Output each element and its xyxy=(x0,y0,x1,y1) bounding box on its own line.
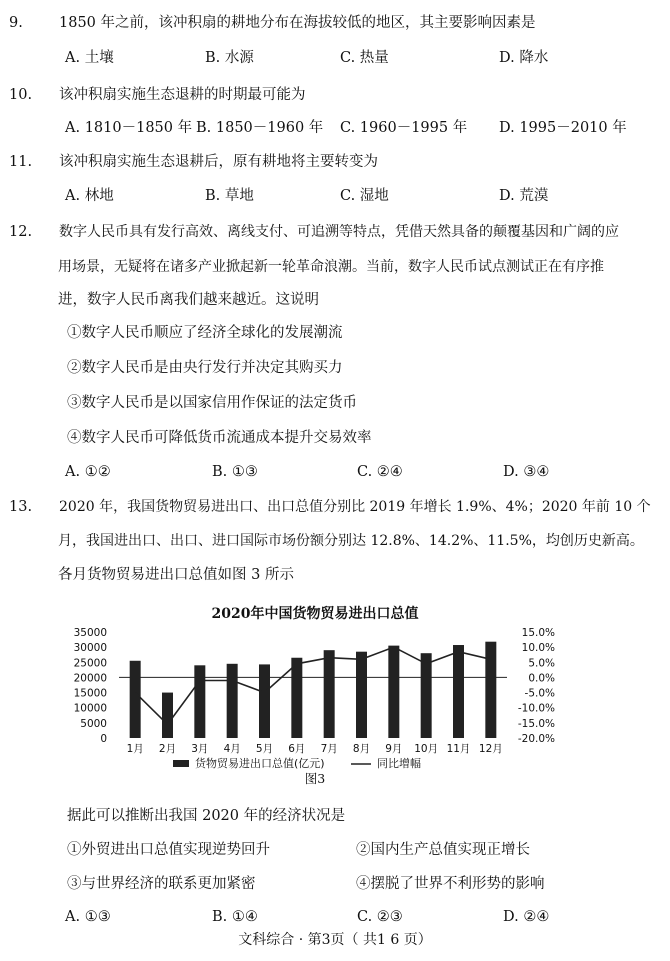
statement-3: ③与世界经济的联系更加紧密 xyxy=(67,876,256,892)
option-c: C. ②④ xyxy=(357,464,403,480)
bar-10 xyxy=(421,653,432,738)
x-tick-label: 3月 xyxy=(191,743,209,755)
option-b: B. 草地 xyxy=(205,188,254,204)
x-tick-label: 8月 xyxy=(352,743,371,755)
option-d: D. ②④ xyxy=(503,909,550,925)
x-tick-label: 9月 xyxy=(385,743,403,755)
page-footer: 文科综合 · 第3页（ 共1 6 页） xyxy=(238,932,432,948)
option-d: D. 荒漠 xyxy=(499,188,549,204)
x-tick-label: 5月 xyxy=(255,743,274,755)
x-tick-label: 10月 xyxy=(414,743,439,755)
option-c: C. 1960－1995 年 xyxy=(340,120,468,136)
trade-chart xyxy=(67,600,563,788)
x-tick-label: 11月 xyxy=(446,743,471,755)
question-10-options xyxy=(65,118,665,138)
bar-1 xyxy=(130,661,141,738)
y-left-tick: 30000 xyxy=(73,642,107,655)
x-tick-label: 6月 xyxy=(288,743,306,755)
option-a: A. 土壤 xyxy=(65,50,114,66)
option-b: B. 水源 xyxy=(205,50,254,66)
legend-bar-label: 货物贸易进出口总值(亿元) xyxy=(195,757,325,770)
y-left-tick: 10000 xyxy=(73,702,107,715)
y-left-tick: 25000 xyxy=(73,657,107,670)
question-9 xyxy=(9,13,536,33)
option-a: A. ①③ xyxy=(65,909,111,925)
question-number: 11. xyxy=(9,154,33,170)
x-tick-label: 2月 xyxy=(158,743,177,755)
line-series xyxy=(135,647,491,724)
question-text: 该冲积扇实施生态退耕的时期最可能为 xyxy=(59,87,306,103)
statement-1: ①外贸进出口总值实现逆势回升 xyxy=(67,842,270,858)
y-left-tick: 15000 xyxy=(73,687,107,700)
statement-2: ②国内生产总值实现正增长 xyxy=(356,842,530,858)
option-b: B. ①④ xyxy=(212,909,258,925)
y-right-tick: 5.0% xyxy=(528,657,555,670)
y-right-tick: 0.0% xyxy=(528,672,555,685)
bar-12 xyxy=(485,642,496,738)
question-number: 12. xyxy=(9,224,33,240)
bar-3 xyxy=(194,665,205,738)
statement-3: ③数字人民币是以国家信用作保证的法定货币 xyxy=(67,395,357,411)
trade-chart-svg xyxy=(67,600,563,788)
statement-1: ①数字人民币顺应了经济全球化的发展潮流 xyxy=(67,325,343,341)
y-right-tick: 15.0% xyxy=(521,627,555,639)
bar-7 xyxy=(324,650,335,738)
question-12-options xyxy=(65,462,665,482)
y-left-tick: 35000 xyxy=(73,627,107,639)
question-text-line-1: 2020 年，我国货物贸易进出口、出口总值分别比 2019 年增长 1.9%、4%；2020 年前 10 个 xyxy=(59,499,651,515)
question-13 xyxy=(9,497,651,517)
bar-11 xyxy=(453,645,464,738)
y-left-tick: 5000 xyxy=(80,717,107,730)
question-number: 10. xyxy=(9,87,33,103)
bar-series xyxy=(130,642,497,738)
bar-6 xyxy=(291,658,302,738)
option-c: C. 热量 xyxy=(340,50,389,66)
question-10 xyxy=(9,85,306,105)
y-right-tick: -10.0% xyxy=(517,702,555,715)
question-13-prompt: 据此可以推断出我国 2020 年的经济状况是 xyxy=(67,808,346,824)
bar-8 xyxy=(356,652,367,738)
y-right-tick: -20.0% xyxy=(517,733,555,745)
question-number: 9. xyxy=(9,15,23,31)
option-a: A. 林地 xyxy=(65,188,114,204)
question-11-options xyxy=(65,186,665,206)
y-right-tick: -15.0% xyxy=(517,717,555,730)
growth-line xyxy=(135,647,491,724)
option-c: C. ②③ xyxy=(357,909,403,925)
y-left-tick: 0 xyxy=(100,733,107,745)
option-b: B. 1850－1960 年 xyxy=(196,120,324,136)
legend-line-label: 同比增幅 xyxy=(377,757,421,770)
option-c: C. 湿地 xyxy=(340,188,389,204)
option-d: D. 1995－2010 年 xyxy=(499,120,627,136)
question-text-line-3: 各月货物贸易进出口总值如图 3 所示 xyxy=(58,567,294,583)
chart-caption: 图3 xyxy=(304,771,326,786)
question-text-line-2: 用场景，无疑将在诸多产业掀起新一轮革命浪潮。当前，数字人民币试点测试正在有序推 xyxy=(58,259,604,275)
statement-4: ④摆脱了世界不利形势的影响 xyxy=(356,876,545,892)
question-text: 该冲积扇实施生态退耕后，原有耕地将主要转变为 xyxy=(59,154,378,170)
chart-axes xyxy=(74,627,555,755)
x-tick-label: 7月 xyxy=(320,743,338,755)
bar-2 xyxy=(162,693,173,738)
question-9-options xyxy=(65,48,665,68)
bar-9 xyxy=(388,646,399,738)
y-left-tick: 20000 xyxy=(73,672,107,685)
x-tick-label: 1月 xyxy=(126,743,144,755)
bar-5 xyxy=(259,664,270,738)
chart-title: 2020年中国货物贸易进出口总值 xyxy=(211,606,419,622)
option-a: A. 1810－1850 年 xyxy=(65,120,193,136)
y-right-tick: 10.0% xyxy=(521,642,555,655)
question-11 xyxy=(9,152,378,172)
question-13-options xyxy=(65,907,665,927)
y-right-tick: -5.0% xyxy=(524,687,555,700)
option-d: D. ③④ xyxy=(503,464,550,480)
question-text-line-2: 月，我国进出口、出口、进口国际市场份额分别达 12.8%、14.2%、11.5%，均创历史新高。 xyxy=(58,533,644,549)
question-text: 1850 年之前，该冲积扇的耕地分布在海拔较低的地区，其主要影响因素是 xyxy=(59,15,536,31)
x-tick-label: 4月 xyxy=(223,743,241,755)
x-tick-label: 12月 xyxy=(478,743,503,755)
question-text-line-1: 数字人民币具有发行高效、离线支付、可追溯等特点，凭借天然具备的颠覆基因和广阔的应 xyxy=(59,224,619,240)
legend-bar-swatch xyxy=(173,760,189,767)
option-a: A. ①② xyxy=(65,464,111,480)
bar-4 xyxy=(227,664,238,738)
question-12 xyxy=(9,222,619,242)
statement-4: ④数字人民币可降低货币流通成本提升交易效率 xyxy=(67,430,372,446)
option-d: D. 降水 xyxy=(499,50,549,66)
question-number: 13. xyxy=(9,499,33,515)
question-text-line-3: 进，数字人民币离我们越来越近。这说明 xyxy=(58,292,319,308)
chart-legend xyxy=(173,756,421,770)
option-b: B. ①③ xyxy=(212,464,258,480)
statement-2: ②数字人民币是由央行发行并决定其购买力 xyxy=(67,360,343,376)
